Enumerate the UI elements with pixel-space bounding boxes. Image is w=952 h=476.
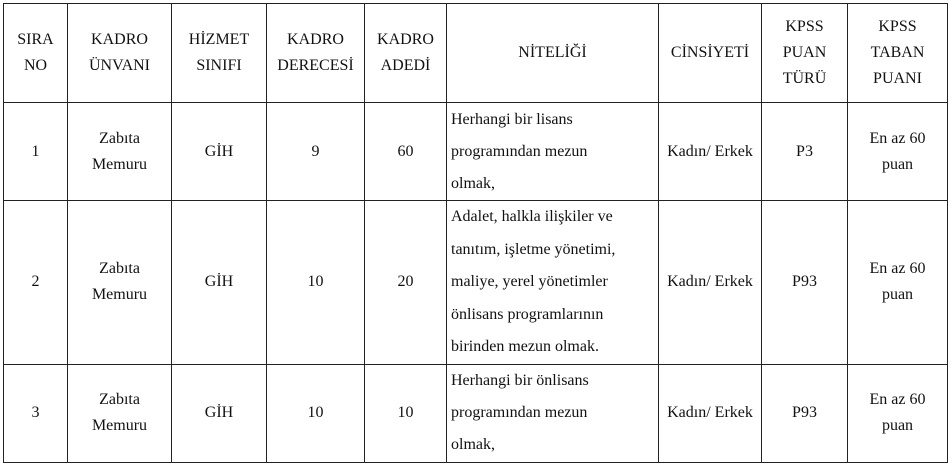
header-niteligi: NİTELİĞİ — [447, 4, 659, 103]
cell-derece: 10 — [267, 364, 365, 462]
header-kpss-puan-turu: KPSS PUAN TÜRÜ — [762, 4, 848, 103]
cell-taban: En az 60 puan — [848, 103, 948, 201]
cell-nitelik: Adalet, halkla ilişkiler ve tanıtım, işletme yönetimi, maliye, yerel yönetimler önlisans programlarının birinden mezun olmak. — [447, 201, 659, 365]
cell-cinsiyet: Kadın/ Erkek — [659, 103, 762, 201]
cell-unvan: Zabıta Memuru — [68, 364, 172, 462]
cell-derece: 10 — [267, 201, 365, 365]
table-row — [4, 364, 948, 462]
cell-puan-turu: P93 — [762, 364, 848, 462]
kadro-table — [3, 3, 948, 463]
cell-unvan: Zabıta Memuru — [68, 201, 172, 365]
header-kadro-adedi: KADRO ADEDİ — [365, 4, 447, 103]
header-kadro-unvani: KADRO ÜNVANI — [68, 4, 172, 103]
cell-nitelik: Herhangi bir önlisans programından mezun olmak, — [447, 364, 659, 462]
header-row — [4, 4, 948, 103]
cell-unvan: Zabıta Memuru — [68, 103, 172, 201]
cell-taban: En az 60 puan — [848, 364, 948, 462]
header-kpss-taban-puani: KPSS TABAN PUANI — [848, 4, 948, 103]
cell-adet: 60 — [365, 103, 447, 201]
header-hizmet-sinifi: HİZMET SINIFI — [172, 4, 267, 103]
cell-derece: 9 — [267, 103, 365, 201]
header-sira-no: SIRA NO — [4, 4, 68, 103]
header-kadro-derecesi: KADRO DERECESİ — [267, 4, 365, 103]
cell-sira: 1 — [4, 103, 68, 201]
cell-adet: 20 — [365, 201, 447, 365]
cell-sinif: GİH — [172, 364, 267, 462]
cell-nitelik: Herhangi bir lisans programından mezun olmak, — [447, 103, 659, 201]
cell-adet: 10 — [365, 364, 447, 462]
cell-sira: 2 — [4, 201, 68, 365]
table-row — [4, 201, 948, 365]
cell-cinsiyet: Kadın/ Erkek — [659, 364, 762, 462]
cell-puan-turu: P3 — [762, 103, 848, 201]
cell-sinif: GİH — [172, 103, 267, 201]
cell-cinsiyet: Kadın/ Erkek — [659, 201, 762, 365]
header-cinsiyeti: CİNSİYETİ — [659, 4, 762, 103]
cell-sinif: GİH — [172, 201, 267, 365]
cell-puan-turu: P93 — [762, 201, 848, 365]
cell-sira: 3 — [4, 364, 68, 462]
table-row — [4, 103, 948, 201]
cell-taban: En az 60 puan — [848, 201, 948, 365]
